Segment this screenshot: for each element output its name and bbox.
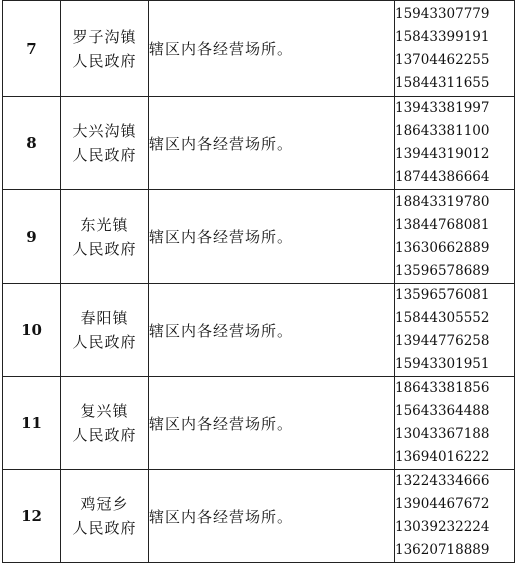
government-name <box>61 284 149 377</box>
government-name-line2: 人民政府 <box>72 239 137 258</box>
phone-list <box>395 190 515 284</box>
jurisdiction-scope: 辖区内各经营场所。 <box>149 284 395 377</box>
table-row <box>3 190 515 284</box>
government-name-line2: 人民政府 <box>72 519 137 537</box>
phone-list <box>395 1 515 97</box>
phone-number: 13943381997 <box>395 100 490 116</box>
phone-number: 15943301951 <box>395 356 490 372</box>
phone-number: 18643381100 <box>395 123 490 139</box>
government-name <box>61 190 149 284</box>
row-number: 9 <box>3 190 61 284</box>
government-name <box>61 377 149 470</box>
phone-number: 18843319780 <box>395 193 490 210</box>
government-name-line2: 人民政府 <box>72 333 137 351</box>
jurisdiction-scope: 辖区内各经营场所。 <box>149 97 395 190</box>
phone-number: 13620718889 <box>395 542 490 558</box>
phone-number: 13596578689 <box>395 262 490 279</box>
phone-number: 13844768081 <box>395 216 490 233</box>
phone-number: 15844311655 <box>395 74 490 91</box>
government-name-line1: 罗子沟镇 <box>72 27 137 46</box>
table-row <box>3 97 515 190</box>
phone-number: 18744386664 <box>395 169 490 185</box>
phone-number: 18643381856 <box>395 380 490 396</box>
jurisdiction-scope: 辖区内各经营场所。 <box>149 470 395 563</box>
jurisdiction-scope: 辖区内各经营场所。 <box>149 1 395 97</box>
phone-number: 13944776258 <box>395 333 490 349</box>
jurisdiction-scope: 辖区内各经营场所。 <box>149 190 395 284</box>
phone-number: 15943307779 <box>395 5 490 22</box>
row-number: 7 <box>3 1 61 97</box>
phone-number: 15844305552 <box>395 310 490 326</box>
row-number: 10 <box>3 284 61 377</box>
government-name-line1: 复兴镇 <box>80 402 129 420</box>
phone-number: 15643364488 <box>395 403 490 419</box>
government-name-line1: 春阳镇 <box>80 309 129 327</box>
phone-number: 13043367188 <box>395 426 490 442</box>
government-name <box>61 1 149 97</box>
phone-list <box>395 470 515 563</box>
table-row <box>3 1 515 97</box>
government-name-line1: 东光镇 <box>80 215 129 234</box>
phone-number: 13224334666 <box>395 473 490 489</box>
government-name-line1: 大兴沟镇 <box>72 122 137 140</box>
government-name <box>61 470 149 563</box>
phone-number: 15843399191 <box>395 28 490 45</box>
table-row <box>3 470 515 563</box>
phone-number: 13596576081 <box>395 287 490 303</box>
table-row <box>3 377 515 470</box>
row-number: 12 <box>3 470 61 563</box>
phone-list <box>395 377 515 470</box>
government-name <box>61 97 149 190</box>
phone-number: 13039232224 <box>395 519 490 535</box>
row-number: 8 <box>3 97 61 190</box>
government-name-line1: 鸡冠乡 <box>80 495 129 513</box>
government-name-line2: 人民政府 <box>72 146 137 164</box>
phone-number: 13694016222 <box>395 449 490 465</box>
phone-list <box>395 97 515 190</box>
jurisdiction-scope: 辖区内各经营场所。 <box>149 377 395 470</box>
row-number: 11 <box>3 377 61 470</box>
phone-number: 13944319012 <box>395 146 490 162</box>
table-row <box>3 284 515 377</box>
government-name-line2: 人民政府 <box>72 51 137 70</box>
phone-number: 13904467672 <box>395 496 490 512</box>
phone-list <box>395 284 515 377</box>
government-name-line2: 人民政府 <box>72 426 137 444</box>
phone-number: 13704462255 <box>395 51 490 68</box>
phone-number: 13630662889 <box>395 239 490 256</box>
contact-table <box>2 0 515 563</box>
